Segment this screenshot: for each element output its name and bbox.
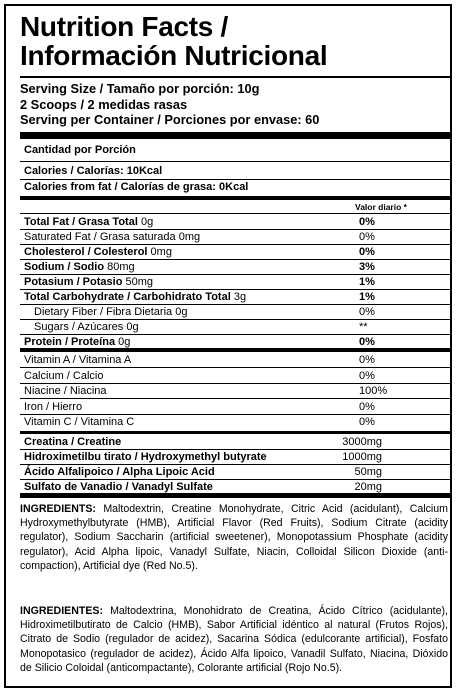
nutrient-daily-value: 0% [359, 246, 375, 258]
extras-rule [20, 493, 450, 498]
divider [20, 398, 450, 399]
nutrient-name: Saturated Fat / Grasa saturada [24, 231, 176, 243]
supplement-label: Hidroximetilbu tirato / Hydroxymethyl butyrate [24, 451, 267, 463]
nutrient-label-wrap [24, 215, 153, 229]
title-rule [20, 76, 450, 78]
vitamins-rule [20, 431, 450, 434]
nutrient-label-wrap [34, 320, 139, 334]
supplement-amount: 50mg [354, 466, 382, 478]
nutrient-daily-value: 3% [359, 261, 375, 273]
vitamin-daily-value: 100% [359, 385, 388, 397]
nutrients-rule [20, 348, 450, 352]
supplement-row [20, 480, 450, 494]
nutrient-name: Total Fat / Grasa Total [24, 216, 138, 228]
supplement-label: Ácido Alfalipoico / Alpha Lipoic Acid [24, 466, 215, 478]
serving-size: Serving Size / Tamaño por porción: 10g [20, 81, 260, 96]
label-title [20, 12, 450, 70]
nutrient-amount: 50mg [125, 276, 154, 288]
nutrient-label-wrap [24, 260, 135, 274]
nutrient-amount: 3g [233, 291, 247, 303]
vitamin-label: Vitamin A / Vitamina A [24, 354, 132, 366]
nutrient-row [20, 215, 450, 229]
nutrient-name: Sugars / Azúcares [34, 321, 124, 333]
vitamin-row [20, 353, 450, 367]
nutrient-daily-value: 1% [359, 291, 375, 303]
divider [20, 367, 450, 368]
nutrient-amount: 80mg [107, 261, 135, 273]
vitamin-row [20, 400, 450, 414]
amount-per-serving: Cantidad por Porción [24, 144, 136, 156]
title-line-1: Nutrition Facts / [20, 11, 229, 42]
nutrient-row [20, 260, 450, 274]
supplement-amount: 20mg [354, 481, 382, 493]
nutrient-row [20, 320, 450, 334]
vitamin-row [20, 369, 450, 383]
serving-scoops: 2 Scoops / 2 medidas rasas [20, 96, 188, 112]
nutrient-daily-value: ** [359, 321, 368, 333]
nutrient-daily-value: 1% [359, 276, 375, 288]
divider [20, 161, 450, 162]
calories-row: Calories / Calorías: 10Kcal [24, 165, 163, 177]
nutrient-row [20, 290, 450, 304]
vitamin-daily-value: 0% [359, 370, 375, 382]
nutrient-label-wrap [24, 230, 200, 244]
nutrient-row [20, 305, 450, 319]
vitamin-row [20, 384, 450, 398]
nutrient-amount: 0mg [150, 246, 172, 258]
vitamin-daily-value: 0% [359, 416, 375, 428]
nutrient-amount: 0g [175, 306, 188, 318]
supplement-row [20, 465, 450, 479]
nutrient-daily-value: 0% [359, 216, 375, 228]
nutrient-row [20, 335, 450, 349]
nutrient-daily-value: 0% [359, 231, 375, 243]
nutrition-label [4, 4, 452, 688]
nutrient-label-wrap [24, 245, 172, 259]
vitamin-daily-value: 0% [359, 401, 375, 413]
supplement-amount: 1000mg [342, 451, 382, 463]
ingredients-english [20, 502, 448, 573]
nutrient-label-wrap [24, 335, 130, 349]
divider [20, 213, 450, 214]
nutrient-row [20, 275, 450, 289]
daily-value-header: Valor diario * [355, 202, 407, 212]
nutrient-row [20, 245, 450, 259]
vitamin-row [20, 415, 450, 429]
nutrient-name: Cholesterol / Colesterol [24, 246, 148, 258]
nutrient-name: Sodium / Sodio [24, 261, 105, 273]
supplement-amount: 3000mg [342, 436, 382, 448]
vitamin-label: Calcium / Calcio [24, 370, 104, 382]
ingredients-spanish [20, 604, 448, 675]
nutrient-daily-value: 0% [359, 306, 375, 318]
serving-rule [20, 132, 450, 139]
supplement-row [20, 435, 450, 449]
vitamin-label: Vitamin C / Vitamina C [24, 416, 135, 428]
nutrient-amount: 0g [140, 216, 154, 228]
nutrient-name: Dietary Fiber / Fibra Dietaria [34, 306, 173, 318]
serving-info [20, 81, 450, 128]
calories-from-fat-row: Calories from fat / Calorías de grasa: 0Kcal [24, 181, 249, 193]
vitamin-label: Iron / Hierro [24, 401, 83, 413]
nutrient-name: Potasium / Potasio [24, 276, 123, 288]
nutrient-name: Total Carbohydrate / Carbohidrato Total [24, 291, 231, 303]
nutrient-row [20, 230, 450, 244]
nutrient-amount: 0g [126, 321, 139, 333]
servings-per-container: Serving per Container / Porciones por envase: 60 [20, 112, 320, 127]
supplement-label: Sulfato de Vanadio / Vanadyl Sulfate [24, 481, 213, 493]
ingredientes-text: Maltodextrina, Monohidrato de Creatina, Ácido Cítrico (acidulante), Hidroximetilbutirato de Calcio (HMB), Sabor Artificial idéntico al natural (Frutos Rojos), Citrato de Sodio (regulador de acidez), Sacarina Sódica (edulcorante artificial), Fosfato Monopotasico (regulador de acidez), Ácido Alfa lipoico, Vanadil Sulfato, Niacina, Dióxido de Silicio Coloidal (anticompactante), Colorante artificial (Rojo No.5). [20, 605, 448, 674]
ingredients-text: Maltodextrin, Creatine Monohydrate, Citric Acid (acidulant), Calcium Hydroxymethylbutyrate (HMB), Artificial Flavor (Red Fruits), Sodium Citrate (acidity regulator), Sodium Saccharin (artificial sweetener), Monopotassium Phosphate (acidity regulator), Acid Alpha lipoic, Vanadyl Sulfate, Niacin, Colloidal Silicon Dioxide (anti- compaction), Artificial dye (Red No.5). [20, 503, 448, 572]
nutrient-label-wrap [34, 305, 187, 319]
vitamin-label: Niacine / Niacina [24, 385, 107, 397]
nutrient-name: Protein / Proteína [24, 336, 116, 348]
nutrient-label-wrap [24, 290, 246, 304]
ingredientes-heading: INGREDIENTES: [20, 605, 103, 617]
ingredients-heading: INGREDIENTS: [20, 503, 96, 515]
title-line-2: Información Nutricional [20, 40, 328, 71]
nutrient-label-wrap [24, 275, 153, 289]
nutrient-daily-value: 0% [359, 336, 375, 348]
nutrient-amount: 0mg [178, 231, 201, 243]
supplement-row [20, 450, 450, 464]
vitamin-daily-value: 0% [359, 354, 375, 366]
nutrient-amount: 0g [118, 336, 131, 348]
supplement-label: Creatina / Creatine [24, 436, 122, 448]
